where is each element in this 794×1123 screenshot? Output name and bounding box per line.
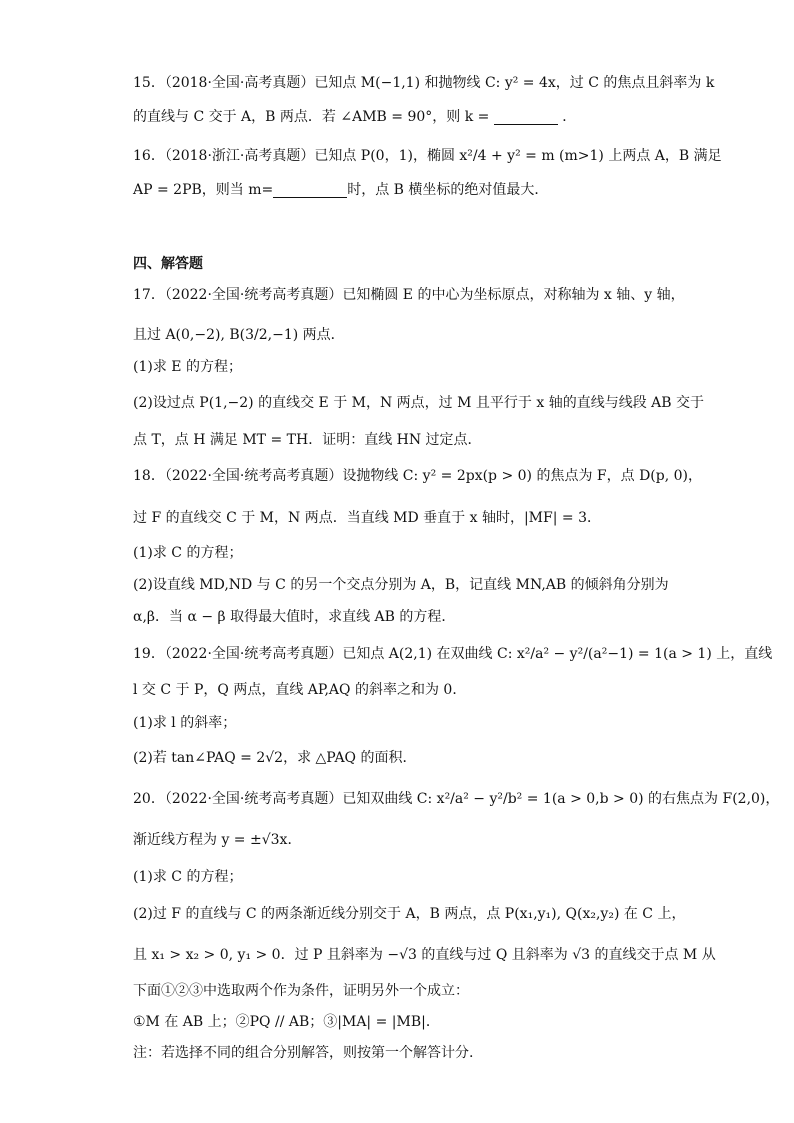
q15-line-2: 的直线与 C 交于 A，B 两点．若 ∠AMB = 90°，则 k = ． — [133, 109, 577, 125]
q17-part-2-line-2: 点 T，点 H 满足 MT = TH．证明：直线 HN 过定点． — [133, 432, 482, 448]
q20-note: 注：若选择不同的组合分别解答，则按第一个解答计分. — [133, 1045, 474, 1061]
q19-line-1: 19．（2022·全国·统考高考真题）已知点 A(2,1) 在双曲线 C: x²/a² − y²/(a²−1) = 1(a > 1) 上，直线 — [133, 646, 773, 662]
q16-text-b: 时，点 B 横坐标的绝对值最大． — [347, 182, 549, 198]
answer-blank-q15 — [494, 110, 558, 125]
q20-part-2-line-2: 且 x₁ > x₂ > 0, y₁ > 0．过 P 且斜率为 −√3 的直线与过 Q 且斜率为 √3 的直线交于点 M 从 — [133, 947, 716, 963]
q18-line-2: 过 F 的直线交 C 于 M，N 两点．当直线 MD 垂直于 x 轴时，|MF| = 3． — [133, 510, 601, 526]
q17-line-1: 17．（2022·全国·统考高考真题）已知椭圆 E 的中心为坐标原点，对称轴为 x 轴、y 轴， — [133, 287, 685, 303]
q19-part-2: (2)若 tan∠PAQ = 2√2，求 △PAQ 的面积． — [133, 750, 417, 766]
section-heading: 四、解答题 — [133, 256, 203, 272]
q17-part-1: (1)求 E 的方程； — [133, 359, 242, 375]
q16-line-2 — [133, 180, 548, 200]
q20-part-2-line-3: 下面①②③中选取两个作为条件，证明另外一个成立： — [133, 983, 469, 999]
q20-conditions: ①M 在 AB 上；②PQ // AB；③|MA| = |MB|． — [133, 1014, 440, 1030]
answer-blank-q16 — [273, 183, 347, 198]
q20-line-1: 20．（2022·全国·统考高考真题）已知双曲线 C: x²/a² − y²/b² = 1(a > 0,b > 0) 的右焦点为 F(2,0)， — [133, 791, 780, 807]
q18-part-2-line-1: (2)设直线 MD,ND 与 C 的另一个交点分别为 A，B，记直线 MN,AB 的倾斜角分别为 — [133, 577, 669, 593]
q16-line-1: 16．（2018·浙江·高考真题）已知点 P(0，1)，椭圆 x²/4 + y² = m (m>1) 上两点 A，B 满足 — [133, 148, 722, 164]
q19-line-2: l 交 C 于 P，Q 两点，直线 AP,AQ 的斜率之和为 0． — [133, 682, 467, 698]
q15-line-1: 15．（2018·全国·高考真题）已知点 M(−1,1) 和抛物线 C: y² = 4x，过 C 的焦点且斜率为 k — [133, 75, 715, 91]
q18-line-1: 18．（2022·全国·统考高考真题）设抛物线 C: y² = 2px(p > 0) 的焦点为 F，点 D(p, 0)， — [133, 468, 702, 484]
q18-part-2-line-2: α,β．当 α − β 取得最大值时，求直线 AB 的方程． — [133, 609, 456, 625]
q15-text: 的直线与 C 交于 A，B 两点．若 ∠AMB = 90°，则 k = — [133, 109, 490, 125]
q16-text-a: AP = 2PB，则当 m= — [133, 182, 274, 198]
q20-line-2: 渐近线方程为 y = ±√3x． — [133, 832, 302, 848]
q18-part-1: (1)求 C 的方程； — [133, 545, 243, 561]
q20-part-2-line-1: (2)过 F 的直线与 C 的两条渐近线分别交于 A，B 两点，点 P(x₁,y₁), Q(x₂,y₂) 在 C 上， — [133, 906, 686, 922]
q20-part-1: (1)求 C 的方程； — [133, 869, 243, 885]
q17-part-2-line-1: (2)设过点 P(1,−2) 的直线交 E 于 M，N 两点，过 M 且平行于 x 轴的直线与线段 AB 交于 — [133, 395, 705, 411]
q19-part-1: (1)求 l 的斜率； — [133, 715, 237, 731]
q17-line-2: 且过 A(0,−2), B(3/2,−1) 两点． — [133, 327, 345, 343]
